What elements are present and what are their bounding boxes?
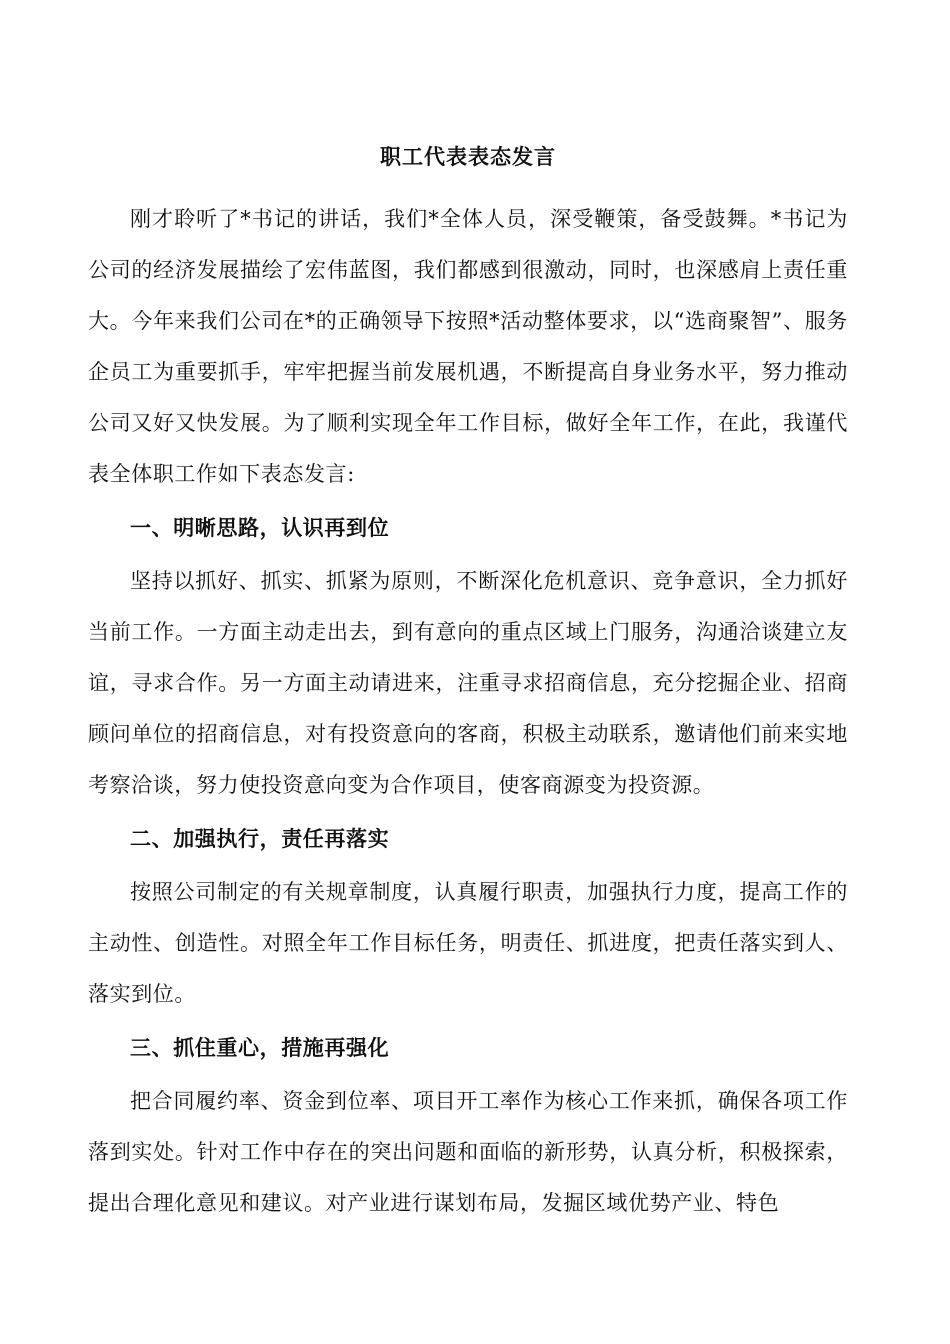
document-page: [88, 140, 848, 1229]
document-title: 职工代表表态发言: [380, 144, 556, 169]
intro-paragraph: 刚才聆听了*书记的讲话，我们*全体人员，深受鞭策，备受鼓舞。*书记为公司的经济发展描绘了宏伟蓝图，我们都感到很激动，同时，也深感肩上责任重大。今年来我们公司在*的正确领导下按照*活动整体要求，以“选商聚智”、服务企员工为重要抓手，牢牢把握当前发展机遇，不断提高自身业务水平，努力推动公司又好又快发展。为了顺利实现全年工作目标，做好全年工作，在此，我谨代表全体职工作如下表态发言:: [88, 207, 848, 486]
section-body-1: 坚持以抓好、抓实、抓紧为原则，不断深化危机意识、竞争意识，全力抓好当前工作。一方面主动走出去，到有意向的重点区域上门服务，沟通洽谈建立友谊，寻求合作。另一方面主动请进来，注重寻求招商信息，充分挖掘企业、招商顾问单位的招商信息，对有投资意向的客商，积极主动联系，邀请他们前来实地考察洽谈，努力使投资意向变为合作项目，使客商源变为投资源。: [88, 569, 848, 797]
section-heading-3: 三、抓住重心，措施再强化: [130, 1035, 390, 1060]
section-body-3: 把合同履约率、资金到位率、项目开工率作为核心工作来抓，确保各项工作落到实处。针对工作中存在的突出问题和面临的新形势，认真分析，积极探索，提出合理化意见和建议。对产业进行谋划布局，发掘区域优势产业、特色: [88, 1089, 848, 1215]
section-heading-1: 一、明晰思路，认识再到位: [130, 515, 390, 540]
section-body-2: 按照公司制定的有关规章制度，认真履行职责，加强执行力度，提高工作的主动性、创造性。对照全年工作目标任务，明责任、抓进度，把责任落实到人、落实到位。: [88, 880, 848, 1006]
section-heading-2: 二、加强执行，责任再落实: [130, 826, 390, 851]
